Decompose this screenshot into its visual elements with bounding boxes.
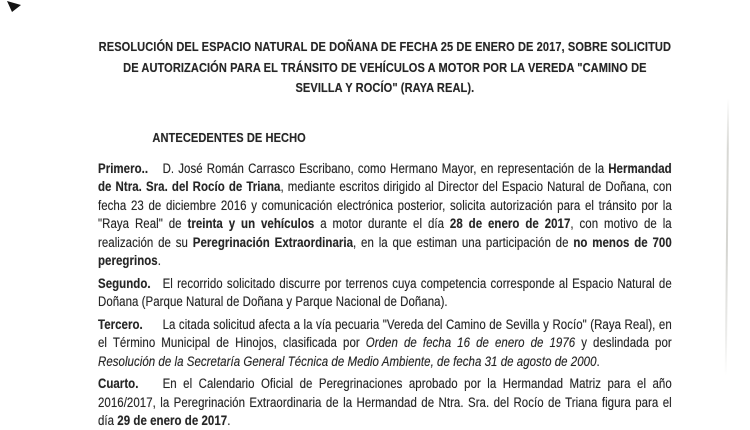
text-run: , con motivo de la realización de su (98, 216, 672, 250)
text-run: treinta y un vehículos (187, 216, 315, 231)
text-run: 29 de enero de 2017 (117, 413, 228, 428)
text-run: 28 de enero de 2017 (449, 216, 571, 231)
text-run: Resolución de la Secretaría General Técnica de Medio Ambiente, de fecha 31 de agosto de 2000 (98, 353, 597, 369)
text-run: Orden de fecha 16 de enero de 1976 (365, 335, 576, 350)
text-run: a motor durante el día (314, 216, 450, 231)
text-run: . (157, 253, 161, 268)
text-run: y deslindada por (575, 335, 672, 350)
document-title: RESOLUCIÓN DEL ESPACIO NATURAL DE DOÑANA DE FECHA 25 DE ENERO DE 2017, SOBRE SOLICITUD DE AUTORIZACIÓN PARA EL TRÁNSITO DE VEHÍCULOS A MOTOR POR LA VEREDA "CAMINO DE SEVILLA Y ROCÍO" (RAYA REAL). (98, 39, 672, 95)
paragraph-segundo (98, 275, 672, 312)
scan-corner-artifact-icon (6, 1, 22, 13)
paragraph-label: Segundo. (98, 275, 151, 291)
text-run: . (596, 353, 600, 369)
paragraph-label: Cuarto. (98, 376, 139, 391)
paragraph-text (98, 376, 672, 428)
text-run: . (227, 413, 231, 428)
paragraph-label: Tercero. (98, 316, 143, 332)
document-body (98, 0, 672, 430)
paragraph-text (98, 317, 672, 369)
text-run: En el Calendario Oficial de Peregrinaciones aprobado por la Hermandad Matriz para el año 2016/2017, la Peregrinación Extraordinaria de la Hermandad de Ntra. Sra. del Rocío de Triana figura para el día (98, 376, 672, 428)
text-run: no menos de 700 peregrinos (98, 234, 672, 268)
text-run: D. José Román Carrasco Escribano, como Hermano Mayor, en representación de la (162, 160, 609, 176)
paragraph-text (98, 276, 672, 310)
paragraph-cuarto (98, 375, 672, 430)
paragraph-primero (98, 160, 672, 271)
text-run: El recorrido solicitado discurre por terrenos cuya competencia corresponde al Espacio Natural de Doñana (Parque Natural de Doñana y Parque Nacional de Doñana). (98, 275, 672, 309)
text-run: Hermandad de Ntra. Sra. del Rocío de Triana (98, 160, 672, 194)
paragraph-text (98, 161, 672, 269)
text-run: , en la que estiman una participación de (353, 234, 574, 250)
paragraph-tercero (98, 316, 672, 372)
section-heading-antecedentes: ANTECEDENTES DE HECHO (152, 129, 306, 145)
text-run: , mediante escritos dirigido al Director del Espacio Natural de Doñana, con fecha 23 de diciembre 2016 y comunicación electrónica posterior, solicita autorización para el tránsito por la "Raya Real" de (98, 179, 672, 231)
page-edge-scan-line (725, 98, 729, 376)
text-run: Peregrinación Extraordinaria (192, 234, 354, 250)
text-run: La citada solicitud afecta a la vía pecuaria "Vereda del Camino de Sevilla y Rocío" (Raya Real), en el Término Municipal de Hinojos, clasificada por (98, 316, 672, 350)
paragraph-list (98, 160, 672, 430)
paragraph-label: Primero.. (98, 160, 149, 176)
